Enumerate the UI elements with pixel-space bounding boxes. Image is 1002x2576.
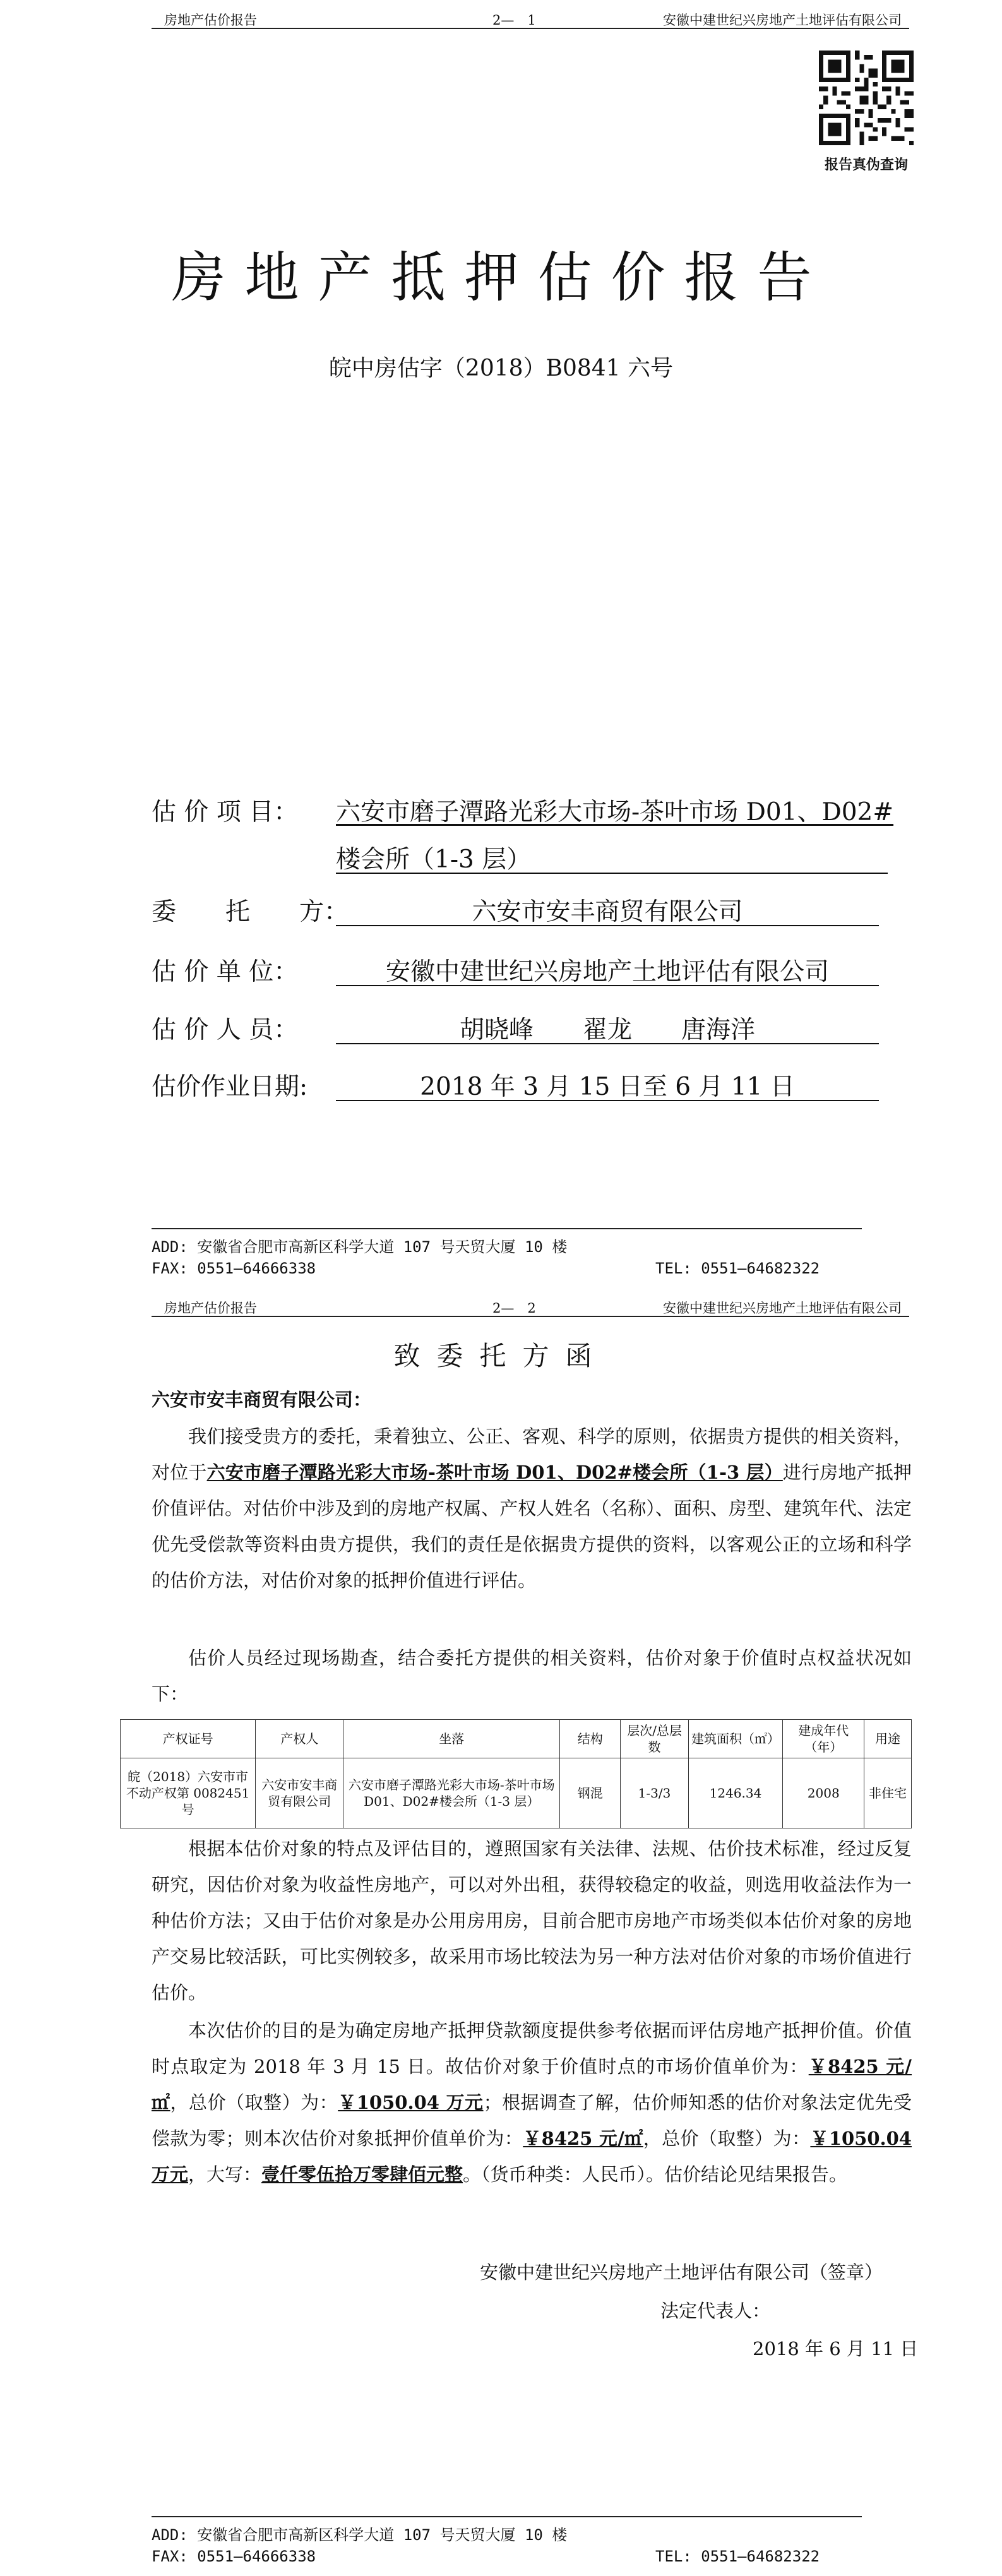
appraisers-label: 估 价 人 员： xyxy=(152,1016,299,1044)
table-header-cell: 建筑面积（㎡） xyxy=(688,1720,783,1758)
mortgage-total-in-words: 壹仟零伍拾万零肆佰元整 xyxy=(261,2164,463,2185)
page-header-2 xyxy=(152,1294,909,1317)
table-cell: 2008 xyxy=(783,1758,864,1828)
footer-tel: TEL: 0551—64682322 xyxy=(655,1260,820,1277)
header-left-2: 房地产估价报告 xyxy=(164,1301,257,1316)
footer-fax-2: FAX: 0551—64666338 xyxy=(152,2548,316,2565)
project-underline xyxy=(336,873,888,874)
table-cell: 皖（2018）六安市市不动产权第 0082451 号 xyxy=(121,1758,256,1828)
appraiser-org-value: 安徽中建世纪兴房地产土地评估有限公司 xyxy=(385,958,829,986)
table-cell: 非住宅 xyxy=(864,1758,911,1828)
table-header-cell: 产权人 xyxy=(256,1720,343,1758)
footer-address-2: ADD: 安徽省合肥市高新区科学大道 107 号天贸大厦 10 楼 xyxy=(152,2526,568,2544)
table-cell: 1246.34 xyxy=(688,1758,783,1828)
footer-divider-2 xyxy=(152,2516,862,2517)
header-company-2: 安徽中建世纪兴房地产土地评估有限公司 xyxy=(663,1301,902,1316)
project-label: 估 价 项 目： xyxy=(152,798,299,826)
client-underline xyxy=(336,925,879,926)
table-header-cell: 坐落 xyxy=(343,1720,560,1758)
table-row xyxy=(121,1758,912,1828)
table-header-cell: 层次/总层数 xyxy=(621,1720,688,1758)
paragraph-method: 根据本估价对象的特点及评估目的，遵照国家有关法律、法规、估价技术标准，经过反复研究，因估价对象为收益性房地产，可以对外出租，获得较稳定的收益，则选用收益法作为一种估价方法；又由于估价对象是办公用房用房，目前合肥市房地产市场类似本估价对象的房地产交易比较活跃，可比实例较多，故采用市场比较法为另一种方法对估价对象的市场价值进行估价。 xyxy=(152,1838,912,2003)
report-number: 皖中房估字（2018）B0841 六号 xyxy=(328,355,674,381)
market-total-price: ￥1050.04 万元 xyxy=(338,2092,484,2113)
table-header-cell: 建成年代（年） xyxy=(783,1720,864,1758)
table-cell: 1-3/3 xyxy=(621,1758,688,1828)
para4-text-f: 。（货币种类：人民币）。估价结论见结果报告。 xyxy=(463,2164,848,2185)
paragraph-commission xyxy=(152,1419,912,1599)
letter-addressee: 六安市安丰商贸有限公司： xyxy=(152,1389,372,1410)
signature-date: 2018 年 6 月 11 日 xyxy=(753,2338,919,2359)
project-value-line2: 楼会所（1-3 层） xyxy=(336,845,532,874)
work-date-value: 2018 年 3 月 15 日至 6 月 11 日 xyxy=(420,1073,795,1101)
qr-code-icon[interactable] xyxy=(819,51,914,145)
appraiser-org-label: 估 价 单 位： xyxy=(152,958,299,986)
work-date-label: 估价作业日期: xyxy=(152,1073,308,1101)
table-cell: 钢混 xyxy=(560,1758,621,1828)
footer-divider xyxy=(152,1228,862,1229)
para4-text-b: ，总价（取整）为： xyxy=(170,2092,338,2113)
header-page-number-2: 2— 2 xyxy=(492,1301,536,1316)
letter-title: 致委托方函 xyxy=(393,1340,609,1371)
para4-text-d: ，总价（取整）为： xyxy=(643,2128,811,2149)
table-header-cell: 结构 xyxy=(560,1720,621,1758)
header-company: 安徽中建世纪兴房地产土地评估有限公司 xyxy=(663,13,902,28)
paragraph-conclusion xyxy=(152,2013,912,2193)
para1-text-a: 我们接受贵方的委托，秉着独立、公正、客观、科学的原则，依据贵方提供的相关资料，对位于 xyxy=(152,1426,912,1483)
footer-tel-2: TEL: 0551—64682322 xyxy=(655,2548,820,2565)
para4-text-c: ；根据调查了解，估价师知悉的估价对象法定优先受偿款为零；则本次估价对象抵押价值单价为： xyxy=(152,2092,912,2149)
market-unit-price: ￥8425 元/㎡ xyxy=(152,2056,912,2113)
footer-address: ADD: 安徽省合肥市高新区科学大道 107 号天贸大厦 10 楼 xyxy=(152,1238,568,1256)
project-value-line1: 六安市磨子潭路光彩大市场-茶叶市场 D01、D02# xyxy=(336,798,894,826)
qr-caption: 报告真伪查询 xyxy=(824,157,908,173)
property-rights-table xyxy=(120,1719,912,1828)
mortgage-total-price: ￥1050.04 万元 xyxy=(152,2128,912,2185)
table-header-row xyxy=(121,1720,912,1758)
table-header-cell: 产权证号 xyxy=(121,1720,256,1758)
header-page-number: 2— 1 xyxy=(492,13,536,28)
appraisers-value: 胡晓峰 翟龙 唐海洋 xyxy=(459,1016,755,1044)
appraisers-underline xyxy=(336,1043,879,1044)
work-date-underline xyxy=(336,1100,879,1101)
page-header xyxy=(152,6,909,29)
para4-text-a: 本次估价的目的是为确定房地产抵押贷款额度提供参考依据而评估房地产抵押价值。价值时点取定为 2018 年 3 月 15 日。故估价对象于价值时点的市场价值单价为： xyxy=(152,2020,912,2077)
para1-text-c: 进行房地产抵押价值评估。对估价中涉及到的房地产权属、产权人姓名（名称）、面积、房型、建筑年代、法定优先受偿款等资料由贵方提供，我们的责任是依据贵方提供的资料，以客观公正的立场和科学的估价方法，对估价对象的抵押价值进行评估。 xyxy=(152,1462,912,1591)
table-header-cell: 用途 xyxy=(864,1720,911,1758)
legal-representative: 法定代表人： xyxy=(660,2300,771,2322)
mortgage-unit-price: ￥8425 元/㎡ xyxy=(523,2128,643,2149)
client-label: 委 托 方： xyxy=(152,898,349,926)
appraiser-org-underline xyxy=(336,985,879,986)
table-cell: 六安市安丰商贸有限公司 xyxy=(256,1758,343,1828)
signature-organization: 安徽中建世纪兴房地产土地评估有限公司（签章） xyxy=(480,2262,883,2283)
paragraph-survey: 估价人员经过现场勘查，结合委托方提供的相关资料，估价对象于价值时点权益状况如下： xyxy=(152,1647,912,1705)
client-value: 六安市安丰商贸有限公司 xyxy=(472,898,743,926)
footer-fax: FAX: 0551—64666338 xyxy=(152,1260,316,1277)
para4-text-e: ，大写： xyxy=(188,2164,262,2185)
para1-property-address: 六安市磨子潭路光彩大市场-茶叶市场 D01、D02#楼会所（1-3 层） xyxy=(206,1462,783,1483)
table-cell: 六安市磨子潭路光彩大市场-茶叶市场 D01、D02#楼会所（1-3 层） xyxy=(343,1758,560,1828)
report-title: 房地产抵押估价报告 xyxy=(171,246,831,309)
header-left: 房地产估价报告 xyxy=(164,13,257,28)
